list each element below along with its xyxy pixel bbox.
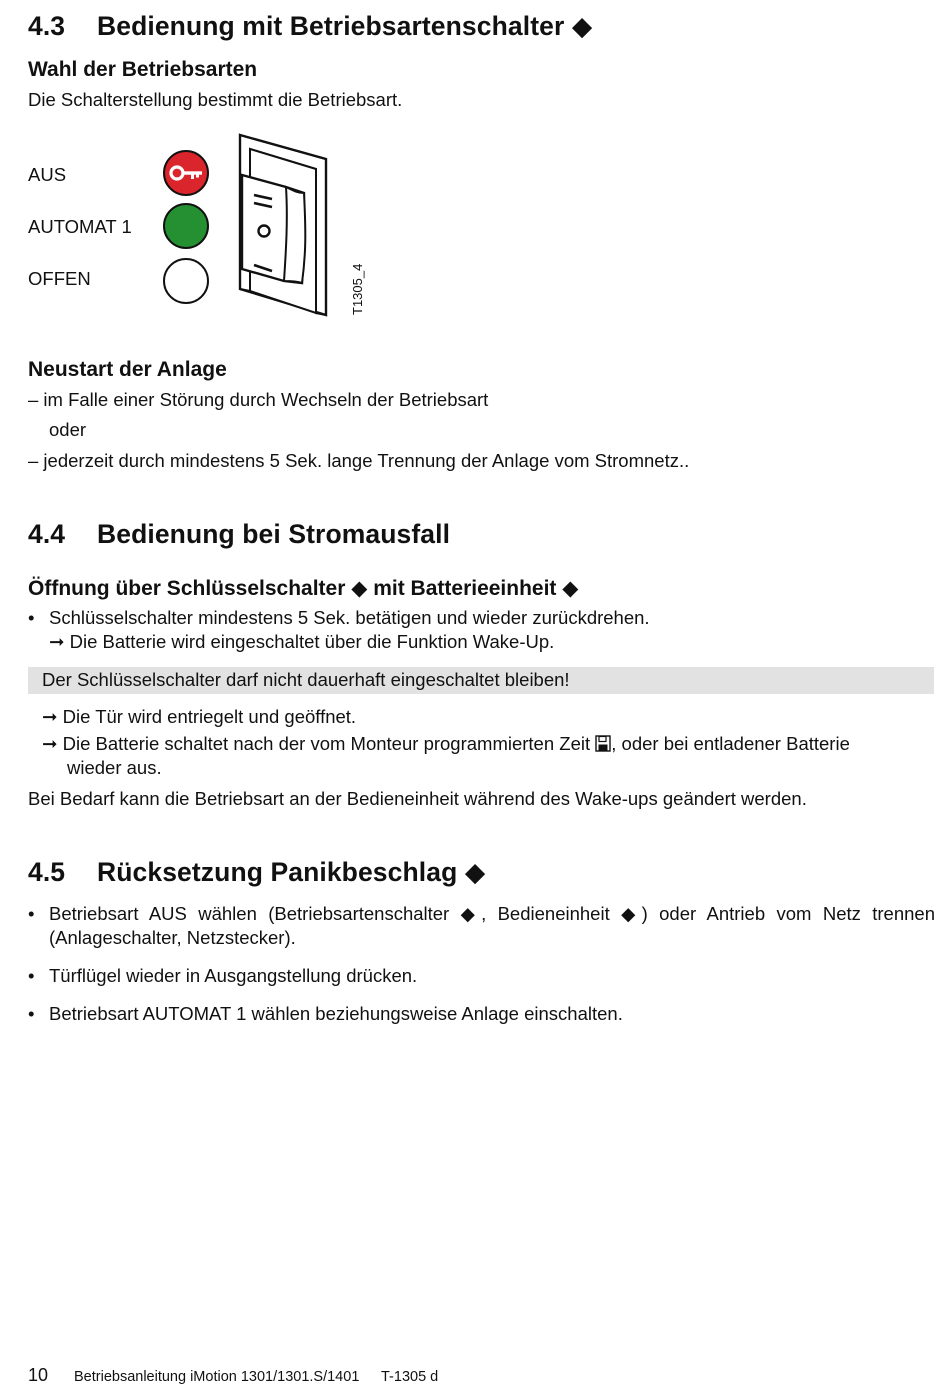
mode-label-aus: AUS xyxy=(28,164,67,185)
footer-document-title: Betriebsanleitung iMotion 1301/1301.S/1401 xyxy=(74,1369,360,1385)
bullet-dot: • xyxy=(28,965,35,986)
subheading-neustart: Neustart der Anlage xyxy=(28,358,227,381)
wakeup-paragraph: Bei Bedarf kann die Betriebsart an der Bedieneinheit während des Wake-ups geändert werden. xyxy=(28,788,807,809)
bullet-dot: • xyxy=(28,607,35,628)
intro-text: Die Schalterstellung bestimmt die Betriebsart. xyxy=(28,89,403,110)
list-item xyxy=(28,902,935,950)
subheading-wahl: Wahl der Betriebsarten xyxy=(28,58,258,81)
list-item-text: Betriebsart AUS wählen (Betriebsartenschalter ◆, Bedieneinheit ◆) oder Antrieb vom Netz trennen (Anlageschalter, Netzstecker). xyxy=(49,903,935,948)
result-arrow-1: ➞ Die Batterie wird eingeschaltet über die Funktion Wake-Up. xyxy=(49,631,555,652)
bullet-dot: • xyxy=(28,903,35,924)
subheading-oeffnung: Öffnung über Schlüsselschalter ◆ mit Batterieeinheit ◆ xyxy=(28,577,579,600)
list-item xyxy=(28,1002,934,1026)
restart-item-2: – jederzeit durch mindestens 5 Sek. lange Trennung der Anlage vom Stromnetz.. xyxy=(28,450,690,471)
warning-note-text: Der Schlüsselschalter darf nicht dauerhaft eingeschaltet bleiben! xyxy=(42,669,570,690)
section-number: 4.4 xyxy=(28,519,66,549)
section-number: 4.3 xyxy=(28,11,66,41)
mode-indicator-automat xyxy=(163,203,209,249)
warning-note xyxy=(28,667,934,694)
list-item-text: Türflügel wieder in Ausgangstellung drücken. xyxy=(49,965,418,986)
floppy-disk-icon xyxy=(595,735,611,752)
mode-indicator-offen xyxy=(163,258,209,304)
result-arrow-3-part1: ➞ Die Batterie schaltet nach der vom Monteur programmierten Zeit xyxy=(42,733,596,754)
restart-item-1: – im Falle einer Störung durch Wechseln der Betriebsart xyxy=(28,389,489,410)
bullet-dot: • xyxy=(28,1003,35,1024)
mode-label-automat: AUTOMAT 1 xyxy=(28,216,132,237)
list-item xyxy=(28,964,934,988)
restart-or: oder xyxy=(49,419,87,440)
footer-document-code: T-1305 d xyxy=(381,1369,439,1385)
section-number: 4.5 xyxy=(28,857,66,887)
figure-code: T1305_4 xyxy=(350,263,365,315)
key-icon xyxy=(165,152,207,194)
result-arrow-2: ➞ Die Tür wird entriegelt und geöffnet. xyxy=(42,706,357,727)
mode-indicator-aus xyxy=(163,150,209,196)
page-number: 10 xyxy=(28,1365,49,1385)
section-4-3-heading xyxy=(28,11,592,42)
list-item xyxy=(28,606,934,630)
section-4-4-heading xyxy=(28,519,450,550)
result-arrow-3-cont: wieder aus. xyxy=(67,757,162,778)
section-4-5-heading xyxy=(28,857,485,888)
list-item-text: Schlüsselschalter mindestens 5 Sek. betätigen und wieder zurückdrehen. xyxy=(49,607,650,628)
mode-switch-drawing xyxy=(236,133,332,319)
section-title: Bedienung bei Stromausfall xyxy=(97,519,451,549)
result-arrow-3 xyxy=(42,732,850,756)
result-arrow-3-part2: , oder bei entladener Batterie xyxy=(611,733,850,754)
section-title: Rücksetzung Panikbeschlag ◆ xyxy=(97,857,486,887)
section-title: Bedienung mit Betriebsartenschalter ◆ xyxy=(97,11,593,41)
list-item-text: Betriebsart AUTOMAT 1 wählen beziehungsweise Anlage einschalten. xyxy=(49,1003,623,1024)
mode-label-offen: OFFEN xyxy=(28,268,91,289)
